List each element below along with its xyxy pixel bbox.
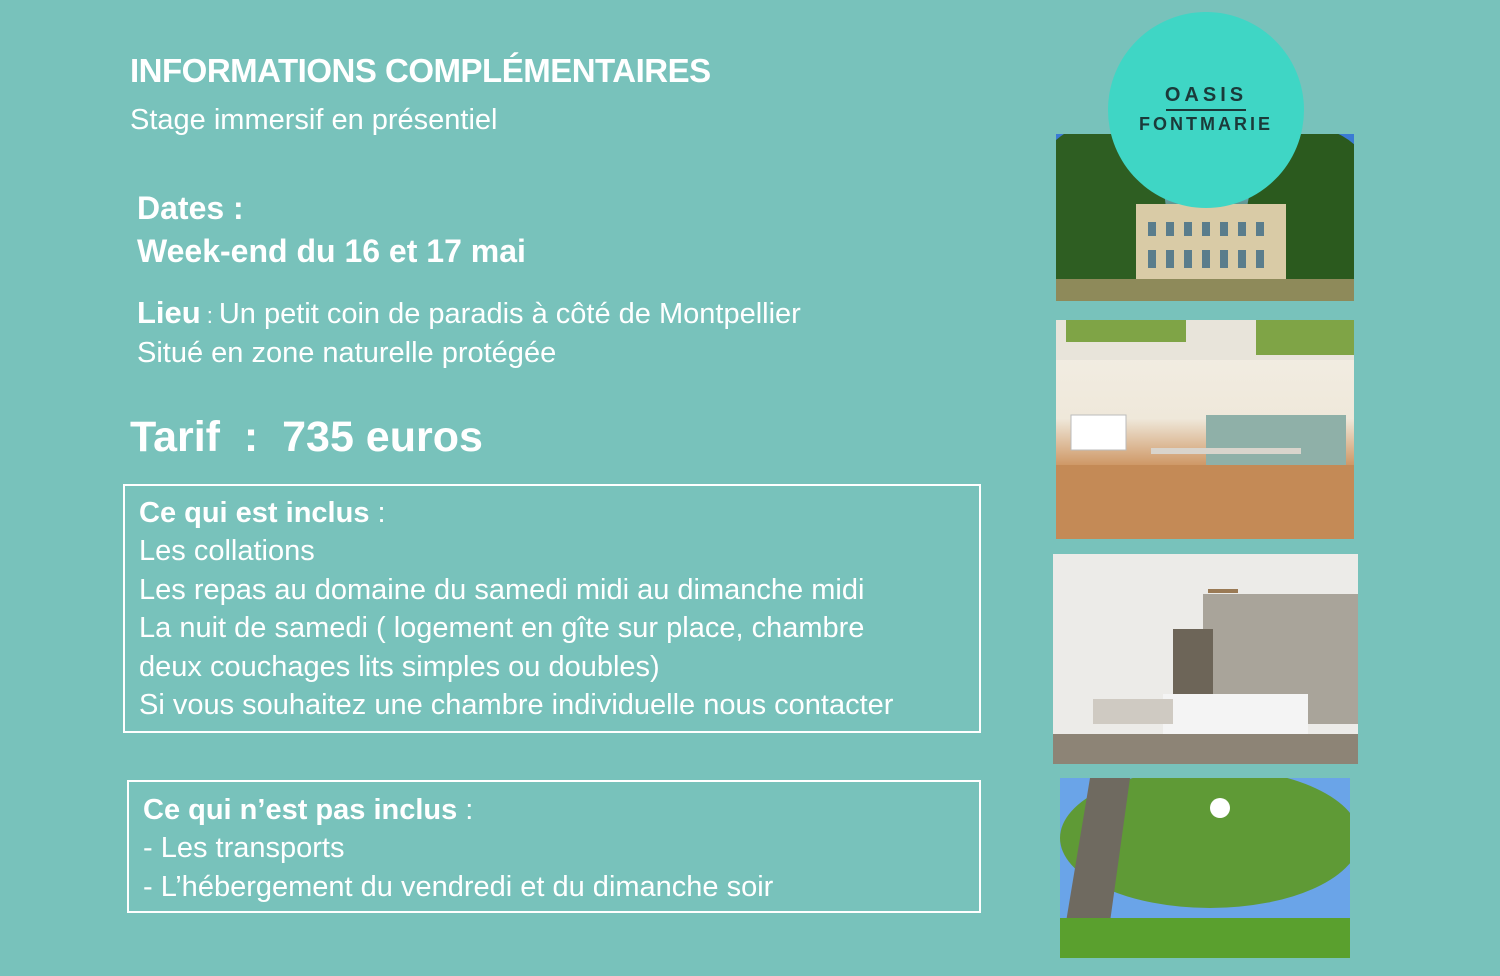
list-item: deux couchages lits simples ou doubles) bbox=[139, 650, 660, 683]
list-item: - L’hébergement du vendredi et du dimanche soir bbox=[143, 870, 774, 903]
logo bbox=[1108, 12, 1304, 208]
not-included-box bbox=[127, 780, 981, 913]
list-item: Si vous souhaitez une chambre individuelle nous contacter bbox=[139, 689, 894, 722]
tarif-line bbox=[130, 413, 483, 462]
logo-text-oasis: OASIS bbox=[1164, 84, 1248, 106]
photo-salle bbox=[1056, 320, 1354, 539]
dates-value: Week-end du 16 et 17 mai bbox=[137, 233, 526, 269]
lieu-value: Un petit coin de paradis à côté de Montpellier bbox=[218, 298, 801, 330]
included-box bbox=[123, 484, 981, 733]
photo-chambre bbox=[1053, 554, 1358, 764]
photo-parc bbox=[1060, 778, 1350, 958]
page-subtitle: Stage immersif en présentiel bbox=[130, 104, 498, 136]
lieu-separator: : bbox=[206, 303, 213, 328]
lieu-label: Lieu bbox=[137, 295, 201, 330]
list-item: La nuit de samedi ( logement en gîte sur place, chambre bbox=[139, 612, 865, 645]
dates-label: Dates : bbox=[137, 190, 244, 226]
lieu-line bbox=[137, 295, 801, 331]
logo-rule bbox=[1166, 109, 1246, 111]
list-item: Les repas au domaine du samedi midi au dimanche midi bbox=[139, 573, 865, 606]
page-title: INFORMATIONS COMPLÉMENTAIRES bbox=[130, 52, 711, 89]
list-item: - Les transports bbox=[143, 832, 345, 864]
tarif-value: 735 euros bbox=[282, 413, 483, 461]
list-item: Les collations bbox=[139, 535, 315, 567]
included-heading: Ce qui est inclus : bbox=[139, 497, 386, 529]
logo-text-fontmarie: FONTMARIE bbox=[1139, 114, 1273, 134]
not-included-heading: Ce qui n’est pas inclus : bbox=[143, 794, 474, 826]
lieu-detail: Situé en zone naturelle protégée bbox=[137, 337, 557, 369]
tarif-label: Tarif : bbox=[130, 413, 259, 461]
